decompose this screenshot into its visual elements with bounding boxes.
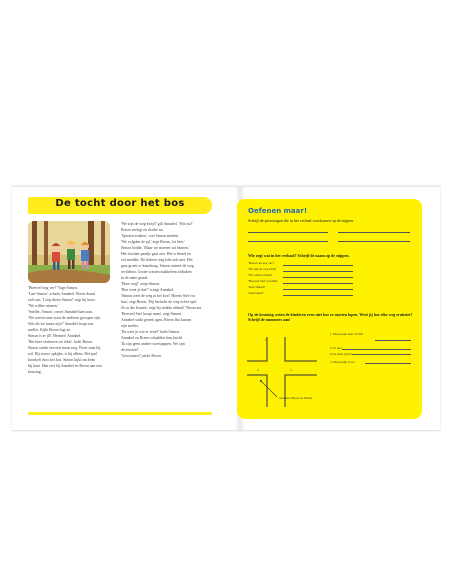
maze-number-3: 3 — [290, 368, 292, 372]
story-illustration — [28, 221, 110, 283]
answer-line[interactable] — [283, 265, 353, 266]
story-line: 'We willen winnen.' — [28, 304, 59, 308]
path-option: 3. Het paadje is vol — [330, 360, 355, 364]
story-line: 'Gewonnen!' juicht Breon. — [121, 354, 162, 358]
answer-line[interactable] — [248, 232, 328, 233]
answer-line[interactable] — [283, 295, 353, 296]
answer-line[interactable] — [365, 363, 411, 364]
path-option: in de natte grond — [330, 352, 352, 356]
answer-line[interactable] — [248, 241, 328, 242]
story-column-1 — [28, 285, 102, 375]
story-line: vol modder. De liukere weg lokt ook niet. Het — [121, 258, 193, 262]
story-line: Annabel strikt geneit ogen. Breon flut kassen — [121, 318, 192, 322]
story-line: 'Hoeveel nog ver?' Vage Simon. — [28, 286, 78, 290]
dialogue-item: 'Hoever nu nog ver?' — [248, 261, 275, 265]
story-line: 'Sproten zonken', roet Simon meteen. — [121, 234, 180, 238]
question-3: Op de kruising weten de kinderen even niet hoe ze moeten lopen. Weet jij hoe elke weg eruitziet? Schrijf de nummers aan! — [248, 312, 413, 322]
answer-line[interactable] — [283, 283, 353, 284]
question-2: Wie zegt wat in het verhaal? Schrijf de naam op de stippen. — [248, 253, 350, 258]
dialogue-item: 'Hoeveel Stef won hun' — [248, 279, 278, 283]
dialogue-list — [248, 260, 278, 296]
story-line: stil. Hij wuwe opkijke, is hij alleen. Het pad — [28, 352, 97, 356]
path-option: 1. Het paadje naar ref met — [330, 332, 364, 336]
story-line: Het truchter paadje gaat zier. Het is bestel en — [121, 252, 191, 256]
story-line: Simon steekt een een traan weg. Firen staat hij — [28, 346, 101, 350]
dialogue-item: 'We zijn de weg kwijt' — [248, 267, 277, 271]
maze-number-1: 1 — [265, 338, 267, 342]
story-line: bij kant. Dan ziet hij Annabel en Breon aan een — [28, 364, 102, 368]
dialogue-item: 'Lute Simon!' — [248, 285, 266, 289]
story-line: kronkelt door het bos. Simon kijkt om hem — [28, 358, 96, 362]
story-line: 'Het heer verlueren we tekst'. Indit Breon. — [28, 340, 93, 344]
story-line: in de natte grond. — [121, 276, 149, 280]
story-line: 'We weeen rune waar de anderen gevopen zijn. — [28, 316, 101, 320]
story-line: zijn snelter. — [121, 324, 139, 328]
maze-caption: Annabel, Breon en Simon — [279, 396, 313, 400]
story-line: 'Hoe weet je dat?' vraagt Annabel. — [121, 288, 175, 292]
instruction-1: Schrijf de personagen die in het verhaal voorkomen op de stippen. — [248, 218, 355, 223]
story-line: 'We zijn de weg kwijt!' gilt Annabel. 'Wat nu?' — [121, 222, 193, 226]
story-line: sneller. Kijkt Breon logt zo. — [28, 328, 72, 332]
story-line: Wat als we kaure zijn?' Annabel loopt wat — [28, 322, 94, 326]
story-line: kan', zegt Breon. 'Hij herlacht de weg in het spel — [121, 300, 197, 304]
maze-number-2: 2 — [257, 368, 259, 372]
answer-line[interactable] — [338, 232, 410, 233]
answer-line[interactable] — [375, 340, 411, 341]
story-line: de eersten!' — [121, 348, 139, 352]
story-line: 'Hoeveel Stef hoopt mam', zegt Simon. — [121, 312, 182, 316]
answer-line[interactable] — [283, 289, 353, 290]
story-line: 'Sneller, Simon', roeort Annabel harn aan. — [28, 310, 93, 314]
path-options — [330, 331, 363, 365]
story-line: 'We volgden de pil,' zegt Breon, 'tot hier.' — [121, 240, 185, 244]
story-line: rechtdoor. Groter wasten makkelem afdruken — [121, 270, 192, 274]
exercise-title: Oefenen maar! — [248, 207, 308, 215]
answer-line[interactable] — [338, 241, 410, 242]
story-line: zich om. 'Loop diene Simon!' zegt bij boos. — [28, 298, 96, 302]
dialogue-item: 'Gewonnen!' — [248, 291, 265, 295]
answer-line[interactable] — [283, 277, 353, 278]
dialogue-item: 'We willen winnen' — [248, 273, 273, 277]
path-option: 2. Er ziet — [330, 346, 342, 350]
answer-line[interactable] — [352, 354, 411, 355]
answer-line[interactable] — [342, 349, 411, 350]
story-column-2 — [121, 221, 201, 359]
story-line: Simon is er jll!. Hermer! Annabel. — [28, 334, 82, 338]
page-title: De tocht door het bos — [55, 198, 185, 209]
story-line: gras groeit er knaehoog. Simon onteert de weg — [121, 264, 194, 268]
story-line: Ze ar die bomen', zegt hij strikke afdruk!' Breon zei — [121, 306, 202, 310]
story-line: Annabel en Breon schudden hun hoofd. — [121, 336, 183, 340]
bottom-rule — [28, 412, 212, 415]
story-line: Simon bodde. 'Maar we moeten wit binnen.' — [121, 246, 190, 250]
story-line: 'Lute Simon', schaftr Annabel. Breitr draait — [28, 292, 95, 296]
story-line: kruising. — [28, 370, 42, 374]
story-line: 'En weet je wie er wint?' lacht Simon. — [121, 330, 180, 334]
answer-line[interactable] — [283, 271, 353, 272]
story-line: 'Deze weg!' roept Simon. — [121, 282, 161, 286]
story-line: Breon verlegt en sloeke na. — [121, 228, 164, 232]
story-line: 'Simon weet de weg in het bos!' Hoeter Stef vor — [121, 294, 196, 298]
story-line: 'Ik zijn geen andere voetstappen. We zijn — [121, 342, 185, 346]
